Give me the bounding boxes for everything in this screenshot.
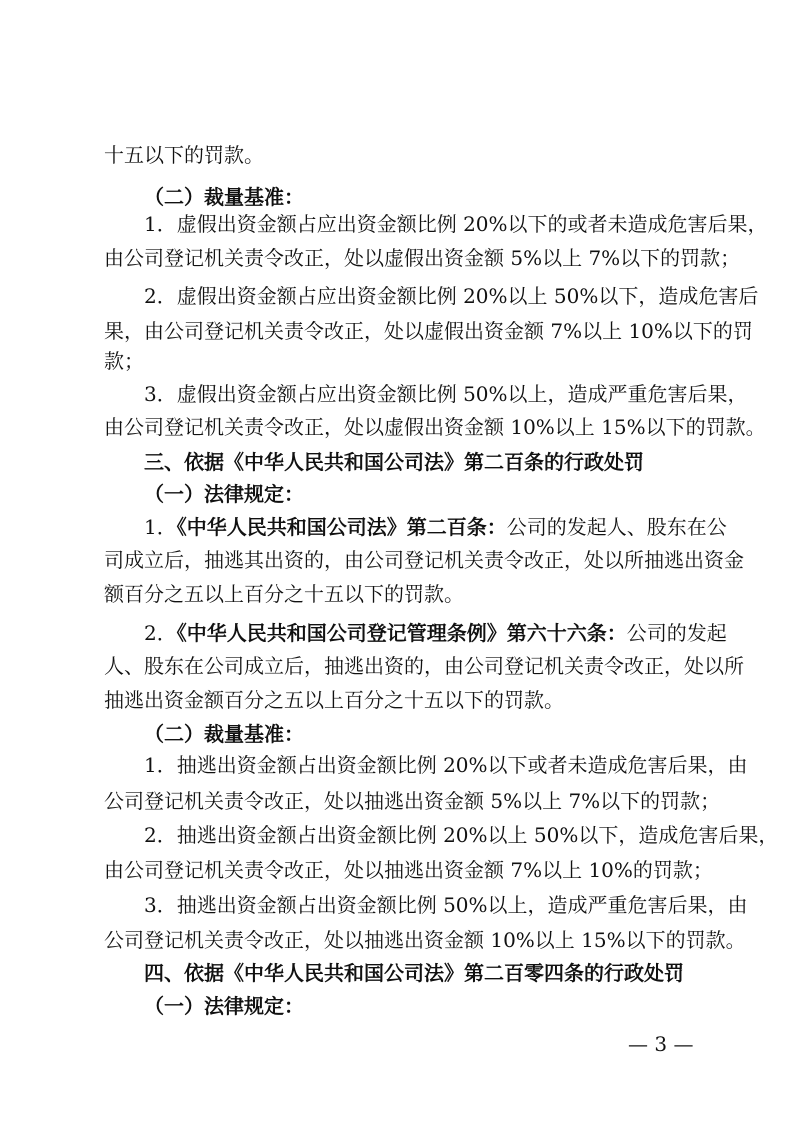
paragraph-line [144, 513, 727, 541]
page-number: — 3 — [628, 1032, 694, 1056]
section-subheading: （一）法律规定： [144, 994, 304, 1018]
paragraph-line: 公司登记机关责令改正，处以抽逃出资金额 10%以上 15%以下的罚款。 [104, 928, 746, 952]
paragraph-line: 抽逃出资金额百分之五以上百分之十五以下的罚款。 [104, 688, 564, 712]
paragraph-line: 由公司登记机关责令改正，处以虚假出资金额 10%以上 15%以下的罚款。 [104, 415, 766, 439]
paragraph-line: 3．虚假出资金额占应出资金额比例 50%以上，造成严重危害后果， [144, 382, 748, 406]
paragraph-line: 由公司登记机关责令改正，处以抽逃出资金额 7%以上 10%的罚款； [104, 858, 713, 882]
paragraph-line: 款； [104, 349, 144, 373]
paragraph-line [144, 619, 727, 647]
section-subheading: （二）裁量基准： [144, 722, 304, 746]
paragraph-line: 1．虚假出资金额占应出资金额比例 20%以下的或者未造成危害后果， [144, 212, 768, 236]
paragraph-line: 由公司登记机关责令改正，处以虚假出资金额 5%以上 7%以下的罚款； [104, 246, 741, 270]
section-heading: 三、依据《中华人民共和国公司法》第二百条的行政处罚 [144, 450, 644, 474]
paragraph-line: 3．抽逃出资金额占出资金额比例 50%以上，造成严重危害后果，由 [144, 893, 748, 917]
paragraph-line: 1．抽逃出资金额占出资金额比例 20%以下或者未造成危害后果，由 [144, 753, 748, 777]
paragraph-line: 十五以下的罚款。 [104, 143, 264, 167]
paragraph-line: 公司登记机关责令改正，处以抽逃出资金额 5%以上 7%以下的罚款； [104, 789, 721, 813]
law-citation: 《中华人民共和国公司登记管理条例》第六十六条： [176, 621, 627, 645]
paragraph-line: 司成立后，抽逃其出资的，由公司登记机关责令改正，处以所抽逃出资金 [104, 548, 744, 572]
list-number: 2． [144, 621, 177, 645]
paragraph-line: 额百分之五以上百分之十五以下的罚款。 [104, 582, 464, 606]
paragraph-line: 2．虚假出资金额占应出资金额比例 20%以上 50%以下，造成危害后 [144, 284, 759, 308]
section-heading: 四、依据《中华人民共和国公司法》第二百零四条的行政处罚 [144, 961, 684, 985]
paragraph-line: 人、股东在公司成立后，抽逃出资的，由公司登记机关责令改正，处以所 [104, 654, 744, 678]
section-subheading: （一）法律规定： [144, 482, 304, 506]
paragraph-text: 公司的发起 [626, 621, 727, 645]
paragraph-line: 果，由公司登记机关责令改正，处以虚假出资金额 7%以上 10%以下的罚 [104, 319, 753, 343]
paragraph-line: 2．抽逃出资金额占出资金额比例 20%以上 50%以下，造成危害后果， [144, 823, 779, 847]
section-subheading: （二）裁量基准： [144, 185, 304, 209]
paragraph-text: 公司的发起人、股东在公 [506, 515, 727, 539]
list-number: 1． [144, 515, 177, 539]
law-citation: 《中华人民共和国公司法》第二百条： [176, 515, 507, 539]
